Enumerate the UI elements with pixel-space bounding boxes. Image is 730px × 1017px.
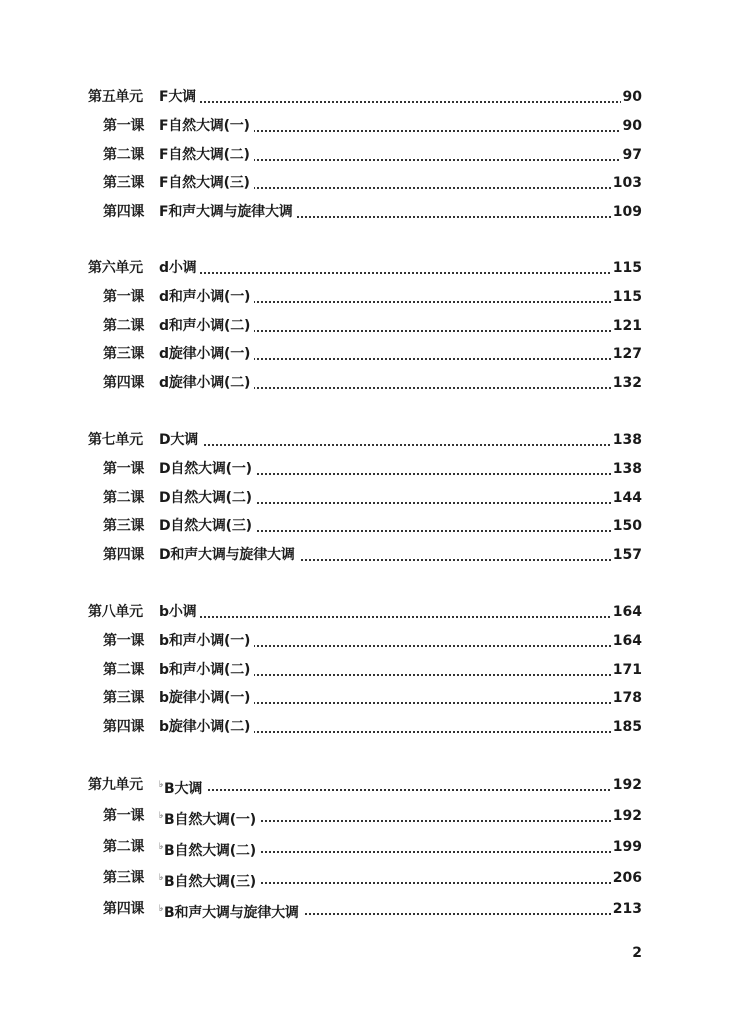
toc-page-number: 138	[611, 429, 642, 451]
toc-lesson-row[interactable]	[0, 659, 730, 681]
dot-leader	[200, 101, 638, 103]
dot-leader	[250, 330, 638, 332]
toc-title	[159, 716, 254, 738]
toc-page-number: 178	[611, 687, 642, 709]
toc-lesson-number: 第四课	[103, 375, 145, 391]
toc-lesson-number: 第四课	[103, 204, 145, 220]
dot-leader	[250, 387, 638, 389]
toc-lesson-row[interactable]	[0, 286, 730, 308]
toc-lesson-row[interactable]	[0, 115, 730, 137]
toc-page-number: 144	[611, 487, 642, 509]
toc-lesson-row[interactable]	[0, 343, 730, 365]
toc-title-text: B大调	[164, 781, 203, 797]
toc-lesson-row[interactable]	[0, 544, 730, 566]
toc-page-number: 109	[611, 201, 642, 223]
toc-title	[159, 201, 297, 223]
toc-title	[159, 544, 299, 566]
toc-page-number: 121	[611, 315, 642, 337]
toc-title	[159, 286, 254, 308]
dot-leader	[250, 216, 638, 218]
toc-lesson-row[interactable]	[0, 805, 730, 827]
dot-leader	[250, 502, 638, 504]
flat-sign: ♭	[159, 904, 164, 914]
toc-page-number: 103	[611, 172, 642, 194]
toc-title	[159, 144, 254, 166]
toc-title-text: D和声大调与旋律大调	[159, 547, 295, 563]
dot-leader	[250, 913, 638, 915]
toc-title-text: B自然大调(三)	[164, 874, 256, 890]
dot-leader	[250, 674, 638, 676]
toc-lesson-number: 第三课	[103, 870, 145, 886]
toc-lesson-number: 第二课	[103, 661, 145, 678]
toc-title-text: F大调	[159, 89, 196, 105]
flat-sign: ♭	[159, 873, 164, 883]
toc-title-text: d旋律小调(二)	[159, 375, 251, 391]
toc-title	[159, 115, 254, 137]
toc-title	[159, 172, 254, 194]
toc-title-text: d和声小调(一)	[159, 288, 251, 305]
dot-leader	[250, 882, 638, 884]
toc-title	[159, 257, 200, 279]
toc-title	[159, 458, 256, 480]
toc-title-text: b旋律小调(二)	[159, 719, 251, 735]
dot-leader	[250, 159, 638, 161]
toc-page-number: 97	[621, 144, 642, 166]
toc-title	[159, 774, 206, 800]
toc-lesson-number: 第三课	[103, 175, 145, 192]
toc-page-number: 199	[611, 836, 642, 858]
toc-lesson-row[interactable]	[0, 515, 730, 537]
toc-page-number: 90	[621, 115, 642, 137]
toc-title	[159, 659, 254, 681]
dot-leader	[250, 301, 638, 303]
toc-title-text: b和声小调(二)	[159, 661, 251, 678]
toc-title	[159, 687, 254, 709]
toc-title-text: d旋律小调(一)	[159, 346, 251, 363]
toc-lesson-number: 第四课	[103, 901, 145, 917]
toc-title-text: F和声大调与旋律大调	[159, 204, 293, 220]
toc-page-number: 213	[611, 898, 642, 920]
toc-title	[159, 343, 254, 365]
toc-lesson-number: 第四课	[103, 719, 145, 735]
toc-title	[159, 86, 200, 108]
toc-page-number: 164	[611, 630, 642, 652]
toc-title-text: F自然大调(三)	[159, 175, 250, 192]
toc-page-number: 115	[611, 286, 642, 308]
dot-leader	[250, 851, 638, 853]
toc-title-text: D自然大调(一)	[159, 460, 252, 477]
dot-leader	[250, 820, 638, 822]
toc-page-number: 127	[611, 343, 642, 365]
toc-page-number: 138	[611, 458, 642, 480]
toc-page-number: 157	[611, 544, 642, 566]
flat-sign: ♭	[159, 842, 164, 852]
toc-lesson-number: 第一课	[103, 288, 145, 305]
toc-page-number: 206	[611, 867, 642, 889]
toc-lesson-number: 第三课	[103, 518, 145, 535]
dot-leader	[250, 358, 638, 360]
toc-title-text: d小调	[159, 260, 197, 276]
dot-leader	[250, 559, 638, 561]
dot-leader	[250, 187, 638, 189]
toc-title-text: B自然大调(一)	[164, 812, 256, 828]
toc-title	[159, 429, 202, 451]
toc-lesson-number: 第三课	[103, 690, 145, 707]
toc-lesson-row[interactable]	[0, 687, 730, 709]
toc-title-text: b旋律小调(一)	[159, 690, 251, 707]
toc-unit-row[interactable]	[0, 86, 730, 108]
dot-leader	[250, 731, 638, 733]
toc-page-number: 115	[611, 257, 642, 279]
dot-leader	[200, 444, 638, 446]
toc-unit-number: 第五单元	[88, 89, 143, 105]
dot-leader	[200, 272, 638, 274]
toc-lesson-row[interactable]	[0, 315, 730, 337]
flat-sign: ♭	[159, 811, 164, 821]
toc-title-text: F自然大调(一)	[159, 117, 250, 134]
toc-unit-row[interactable]	[0, 429, 730, 451]
dot-leader	[250, 130, 638, 132]
toc-lesson-row[interactable]	[0, 458, 730, 480]
toc-title	[159, 601, 200, 623]
toc-lesson-row[interactable]	[0, 836, 730, 858]
toc-title-text: b小调	[159, 604, 197, 620]
toc-unit-row[interactable]	[0, 257, 730, 279]
toc-title-text: D自然大调(三)	[159, 518, 252, 535]
toc-title	[159, 836, 260, 862]
toc-lesson-row[interactable]	[0, 487, 730, 509]
toc-unit-number: 第七单元	[88, 432, 143, 448]
toc-unit-number: 第八单元	[88, 604, 143, 620]
dot-leader	[250, 473, 638, 475]
toc-lesson-row[interactable]	[0, 867, 730, 889]
toc-lesson-number: 第一课	[103, 808, 145, 824]
dot-leader	[200, 616, 638, 618]
toc-lesson-number: 第二课	[103, 146, 145, 163]
dot-leader	[250, 530, 638, 532]
dot-leader	[200, 789, 638, 791]
toc-title	[159, 372, 254, 394]
toc-title-text: D大调	[159, 432, 199, 448]
toc-lesson-number: 第四课	[103, 547, 145, 563]
dot-leader	[250, 702, 638, 704]
toc-page-number: 192	[611, 774, 642, 796]
toc-page-number: 185	[611, 716, 642, 738]
toc-page-number: 192	[611, 805, 642, 827]
toc-unit-row[interactable]	[0, 601, 730, 623]
page-number: 2	[632, 945, 642, 961]
toc-title	[159, 867, 260, 893]
toc-page-number: 150	[611, 515, 642, 537]
toc-title	[159, 805, 260, 831]
toc-title-text: d和声小调(二)	[159, 317, 251, 334]
toc-lesson-row[interactable]	[0, 144, 730, 166]
toc-unit-row[interactable]	[0, 774, 730, 796]
toc-title	[159, 630, 254, 652]
toc-lesson-row[interactable]	[0, 630, 730, 652]
toc-lesson-row[interactable]	[0, 716, 730, 738]
toc-lesson-row[interactable]	[0, 372, 730, 394]
toc-lesson-number: 第二课	[103, 489, 145, 506]
toc-title	[159, 315, 254, 337]
toc-title-text: B自然大调(二)	[164, 843, 256, 859]
toc-lesson-row[interactable]	[0, 898, 730, 920]
toc-page-number: 90	[621, 86, 642, 108]
toc-title-text: D自然大调(二)	[159, 489, 252, 506]
toc-lesson-number: 第一课	[103, 460, 145, 477]
toc-title-text: b和声小调(一)	[159, 632, 251, 649]
toc-lesson-row[interactable]	[0, 172, 730, 194]
toc-page-number: 164	[611, 601, 642, 623]
flat-sign: ♭	[159, 780, 164, 790]
toc-title	[159, 515, 256, 537]
toc-title-text: B和声大调与旋律大调	[164, 905, 299, 921]
toc-title	[159, 487, 256, 509]
toc-title	[159, 898, 303, 924]
toc-unit-number: 第六单元	[88, 260, 143, 276]
toc-page-number: 171	[611, 659, 642, 681]
toc-title-text: F自然大调(二)	[159, 146, 250, 163]
toc-unit-number: 第九单元	[88, 777, 143, 793]
toc-lesson-number: 第一课	[103, 632, 145, 649]
toc-lesson-number: 第一课	[103, 117, 145, 134]
toc-lesson-number: 第三课	[103, 346, 145, 363]
toc-lesson-number: 第二课	[103, 317, 145, 334]
toc-lesson-row[interactable]	[0, 201, 730, 223]
dot-leader	[250, 645, 638, 647]
toc-page-number: 132	[611, 372, 642, 394]
toc-lesson-number: 第二课	[103, 839, 145, 855]
